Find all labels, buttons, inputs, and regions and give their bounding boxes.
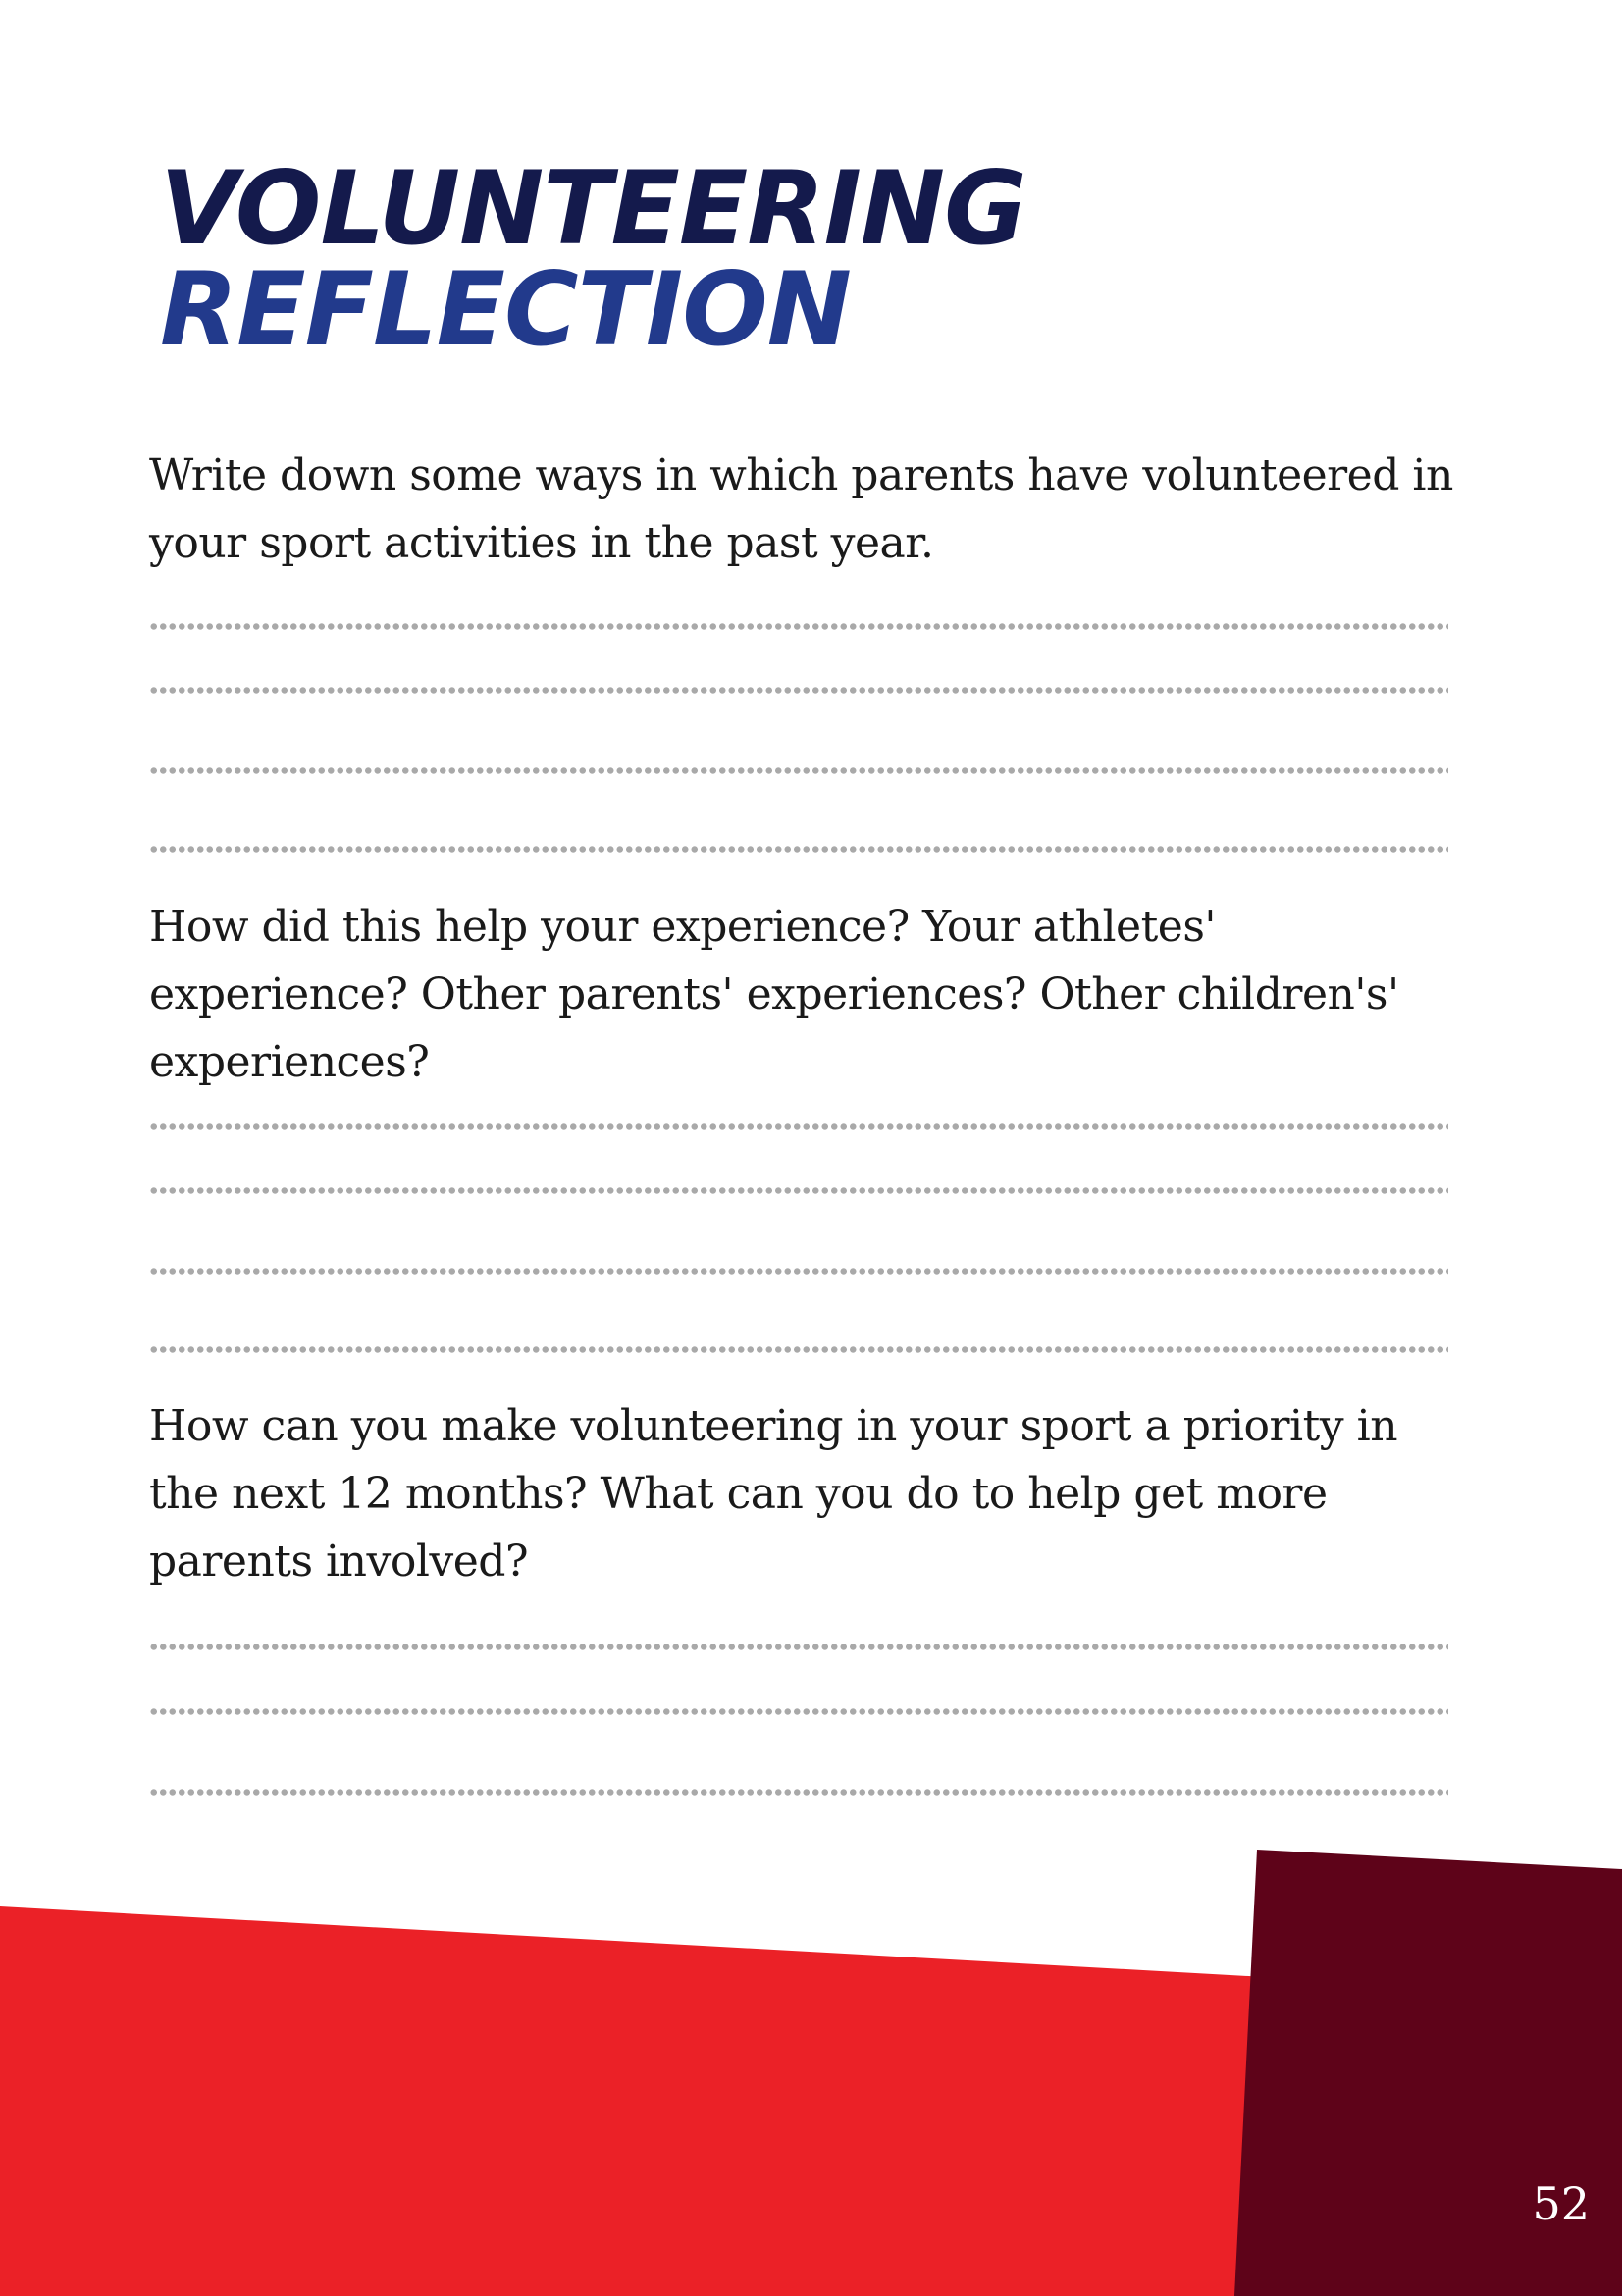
title-line-1: VOLUNTEERING	[160, 150, 1026, 268]
page-number: 52	[1532, 2177, 1590, 2230]
red-band-shape	[0, 1906, 1266, 2296]
title-line-2: REFLECTION	[160, 251, 851, 369]
question-1: Write down some ways in which parents have volunteered in your sport activities in the past year.	[149, 450, 1453, 568]
question-2: How did this help your experience? Your athletes' experience? Other parents' experiences? Other children's' experiences?	[149, 902, 1399, 1087]
question-3: How can you make volunteering in your sport a priority in the next 12 months? What can you do to help get more parents involved?	[149, 1401, 1398, 1587]
